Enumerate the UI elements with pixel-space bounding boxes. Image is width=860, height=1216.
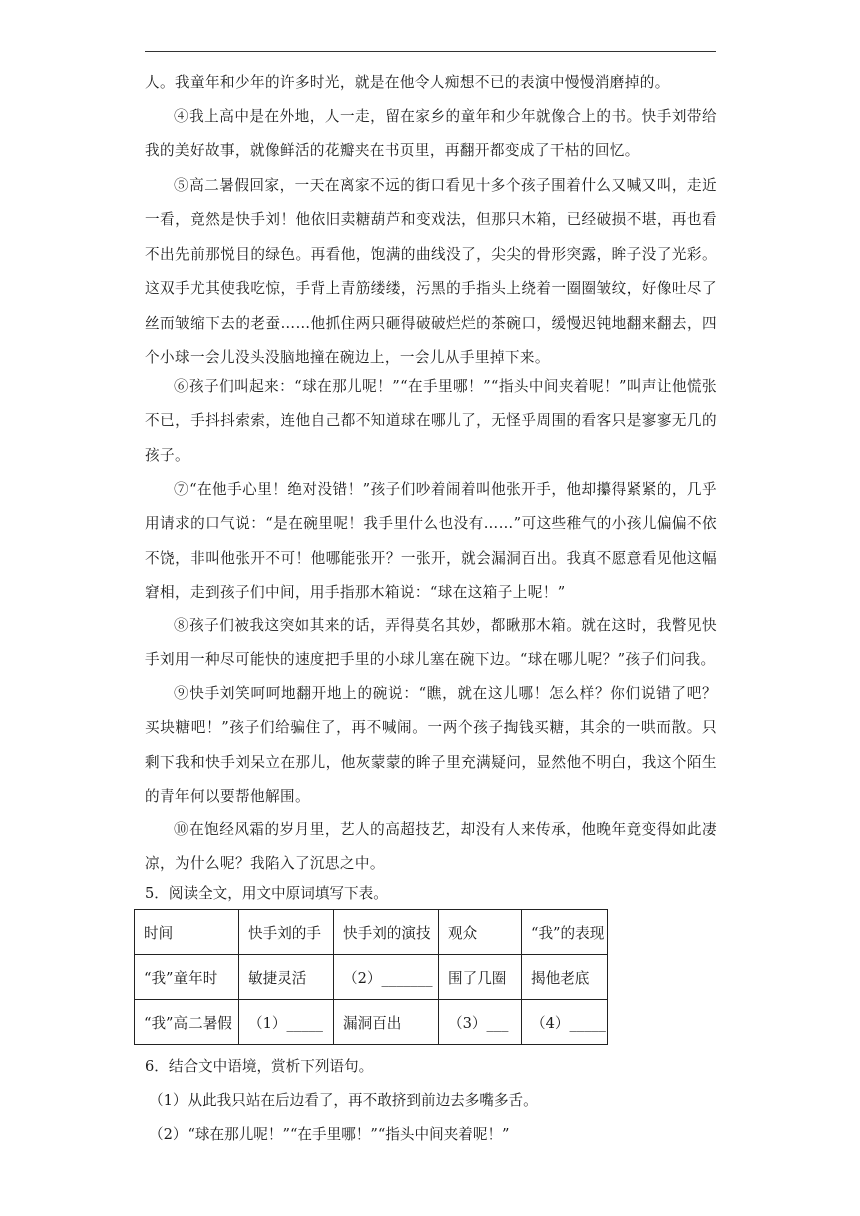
table-header-row — [135, 910, 608, 955]
paragraph-10: ⑩在饱经风霜的岁月里，艺人的高超技艺，却没有人来传承，他晚年竟变得如此凄凉，为什么呢？我陷入了沉思之中。 — [145, 821, 717, 873]
paragraph-8: ⑧孩子们被我这突如其来的话，弄得莫名其妙，都瞅那木箱。就在这时，我瞥见快手刘用一种尽可能快的速度把手里的小球儿塞在碗下边。“球在哪儿呢？”孩子们问我。 — [145, 617, 717, 669]
table-row — [135, 1000, 608, 1045]
table-header-cell: “我”的表现 — [522, 910, 608, 955]
table-row — [135, 955, 608, 1000]
table-header-cell: 快手刘的手 — [239, 910, 334, 955]
paragraph-5: ⑤高二暑假回家，一天在离家不远的街口看见十多个孩子围着什么又喊又叫，走近一看，竟然是快手刘！他依旧卖糖葫芦和变戏法，但那只木箱，已经破损不堪，再也看不出先前那悦目的绿色。再看他，饱满的曲线没了，尖尖的骨形突露，眸子没了光彩。这双手尤其使我吃惊，手背上青筋缕缕，污黑的手指头上绕着一圈圈皱纹，好像吐尽了丝而皱缩下去的老蚕……他抓住两只砸得破破烂烂的茶碗口，缓慢迟钝地翻来翻去，四个小球一会儿没头没脑地撞在碗边上，一会儿从手里掉下来。 — [145, 177, 717, 367]
table-header-cell: 快手刘的演技 — [334, 910, 439, 955]
table-cell: 围了几圈 — [439, 955, 522, 1000]
answer-table — [134, 909, 608, 1045]
paragraph-4: ④我上高中是在外地，人一走，留在家乡的童年和少年就像合上的书。快手刘带给我的美好故事，就像鲜活的花瓣夹在书页里，再翻开都变成了干枯的回忆。 — [145, 108, 717, 160]
paragraph-9: ⑨快手刘笑呵呵地翻开地上的碗说：“瞧，就在这儿哪！怎么样？你们说错了吧？买块糖吧！”孩子们给骗住了，再不喊闹。一两个孩子掏钱买糖，其余的一哄而散。只剩下我和快手刘呆立在那儿，他灰蒙蒙的眸子里充满疑问，显然他不明白，我这个陌生的青年何以要帮他解围。 — [145, 685, 717, 806]
blank-3-cell: （3）___ — [439, 1000, 522, 1045]
header-rule — [145, 51, 716, 52]
table-header-cell: 时间 — [135, 910, 239, 955]
question-6-item-2: （2）“球在那儿呢！”“在手里哪！”“指头中间夹着呢！” — [149, 1126, 510, 1143]
table-cell: “我”童年时 — [135, 955, 239, 1000]
paragraph-6: ⑥孩子们叫起来：“球在那儿呢！”“在手里哪！”“指头中间夹着呢！”叫声让他慌张不已，手抖抖索索，连他自己都不知道球在哪儿了，无怪乎周围的看客只是寥寥无几的孩子。 — [145, 378, 717, 464]
table-header-cell: 观众 — [439, 910, 522, 955]
paragraph-7: ⑦“在他手心里！绝对没错！”孩子们吵着闹着叫他张开手，他却攥得紧紧的，几乎用请求的口气说：“是在碗里呢！我手里什么也没有……”可这些稚气的小孩儿偏偏不依不饶，非叫他张开不可！他哪能张开？一张开，就会漏洞百出。我真不愿意看见他这幅窘相，走到孩子们中间，用手指那木箱说：“球在这箱子上呢！” — [145, 481, 717, 602]
question-5: 5．阅读全文，用文中原词填写下表。 — [145, 885, 388, 902]
paragraph-continuation: 人。我童年和少年的许多时光，就是在他令人痴想不已的表演中慢慢消磨掉的。 — [145, 74, 670, 91]
blank-1-cell: （1）_____ — [239, 1000, 334, 1045]
table-cell: 漏洞百出 — [334, 1000, 439, 1045]
table-cell: 揭他老底 — [522, 955, 608, 1000]
table-cell: “我”高二暑假 — [135, 1000, 239, 1045]
blank-4-cell: （4）_____ — [522, 1000, 608, 1045]
question-6-item-1: （1）从此我只站在后边看了，再不敢挤到前边去多嘴多舌。 — [149, 1092, 538, 1109]
table-cell: 敏捷灵活 — [239, 955, 334, 1000]
question-6: 6．结合文中语境，赏析下列语句。 — [145, 1058, 374, 1075]
blank-2-cell: （2）_______ — [334, 955, 439, 1000]
